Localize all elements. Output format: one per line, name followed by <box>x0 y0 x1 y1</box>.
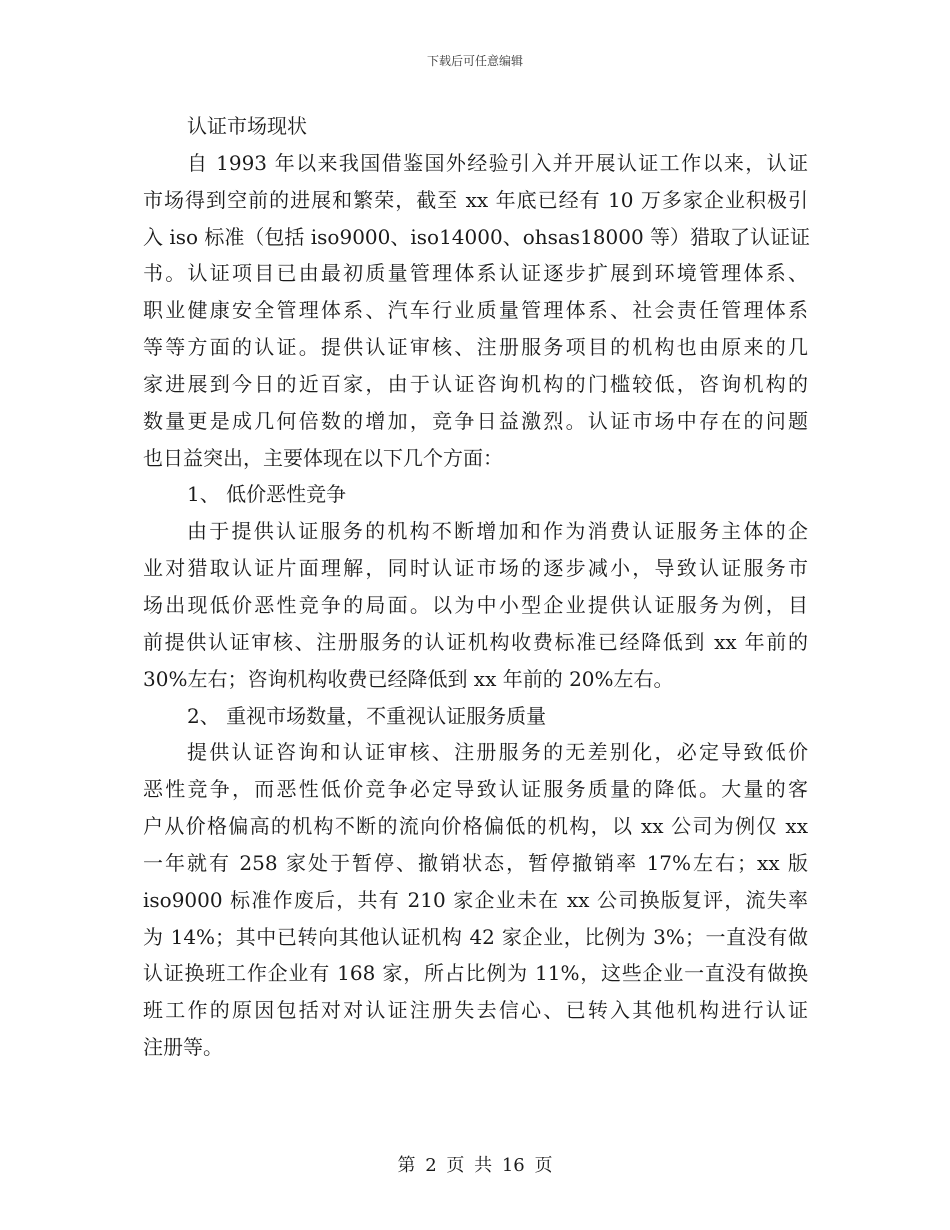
text-line: 等等方面的认证。提供认证审核、注册服务项目的机构也由原来的几 <box>143 335 808 360</box>
text-line: 1、 低价恶性竞争 <box>187 482 347 507</box>
text-line: 职业健康安全管理体系、汽车行业质量管理体系、社会责任管理体系 <box>143 298 808 323</box>
text-line: 自 1993 年以来我国借鉴国外经验引入并开展认证工作以来，认证 <box>187 150 808 175</box>
text-line: 前提供认证审核、注册服务的认证机构收费标准已经降低到 xx 年前的 <box>143 629 808 654</box>
text-line: 入 iso 标准（包括 iso9000、iso14000、ohsas18000 等）猎取了认证证 <box>143 224 811 249</box>
text-line: 业对猎取认证片面理解，同时认证市场的逐步减小，导致认证服务市 <box>143 556 808 581</box>
text-line: 户从价格偏高的机构不断的流向价格偏低的机构，以 xx 公司为例仅 xx <box>143 814 808 839</box>
text-line: 一年就有 258 家处于暂停、撤销状态，暂停撤销率 17%左右；xx 版 <box>143 850 808 875</box>
text-line: 市场得到空前的进展和繁荣，截至 xx 年底已经有 10 万多家企业积极引 <box>143 187 808 212</box>
text-line: 也日益突出，主要体现在以下几个方面： <box>143 445 503 470</box>
text-line: 书。认证项目已由最初质量管理体系认证逐步扩展到环境管理体系、 <box>143 261 808 286</box>
text-line: 为 14%；其中已转向其他认证机构 42 家企业，比例为 3%；一直没有做 <box>143 924 808 949</box>
text-line: 班工作的原因包括对对认证注册失去信心、已转入其他机构进行认证 <box>143 998 808 1023</box>
text-line: 30%左右；咨询机构收费已经降低到 xx 年前的 20%左右。 <box>143 666 674 691</box>
text-line: iso9000 标准作废后，共有 210 家企业未在 xx 公司换版复评，流失率 <box>143 887 808 912</box>
text-line: 2、 重视市场数量，不重视认证服务质量 <box>187 703 547 728</box>
header-note: 下载后可任意编辑 <box>426 54 523 68</box>
text-line: 恶性竞争，而恶性低价竞争必定导致认证服务质量的降低。大量的客 <box>143 777 808 802</box>
text-line: 场出现低价恶性竞争的局面。以为中小型企业提供认证服务为例，目 <box>143 592 808 617</box>
text-line: 认证换班工作企业有 168 家，所占比例为 11%，这些企业一直没有做换 <box>143 961 808 986</box>
text-line: 由于提供认证服务的机构不断增加和作为消费认证服务主体的企 <box>187 519 808 544</box>
document-body <box>143 108 811 1066</box>
page-number: 第 2 页 共 16 页 <box>397 1155 553 1176</box>
text-line: 数量更是成几何倍数的增加，竞争日益激烈。认证市场中存在的问题 <box>143 408 808 433</box>
text-line: 认证市场现状 <box>187 114 307 138</box>
text-line: 注册等。 <box>143 1035 223 1060</box>
text-line: 家进展到今日的近百家，由于认证咨询机构的门槛较低，咨询机构的 <box>143 371 808 396</box>
text-line: 提供认证咨询和认证审核、注册服务的无差别化，必定导致低价 <box>187 740 808 765</box>
